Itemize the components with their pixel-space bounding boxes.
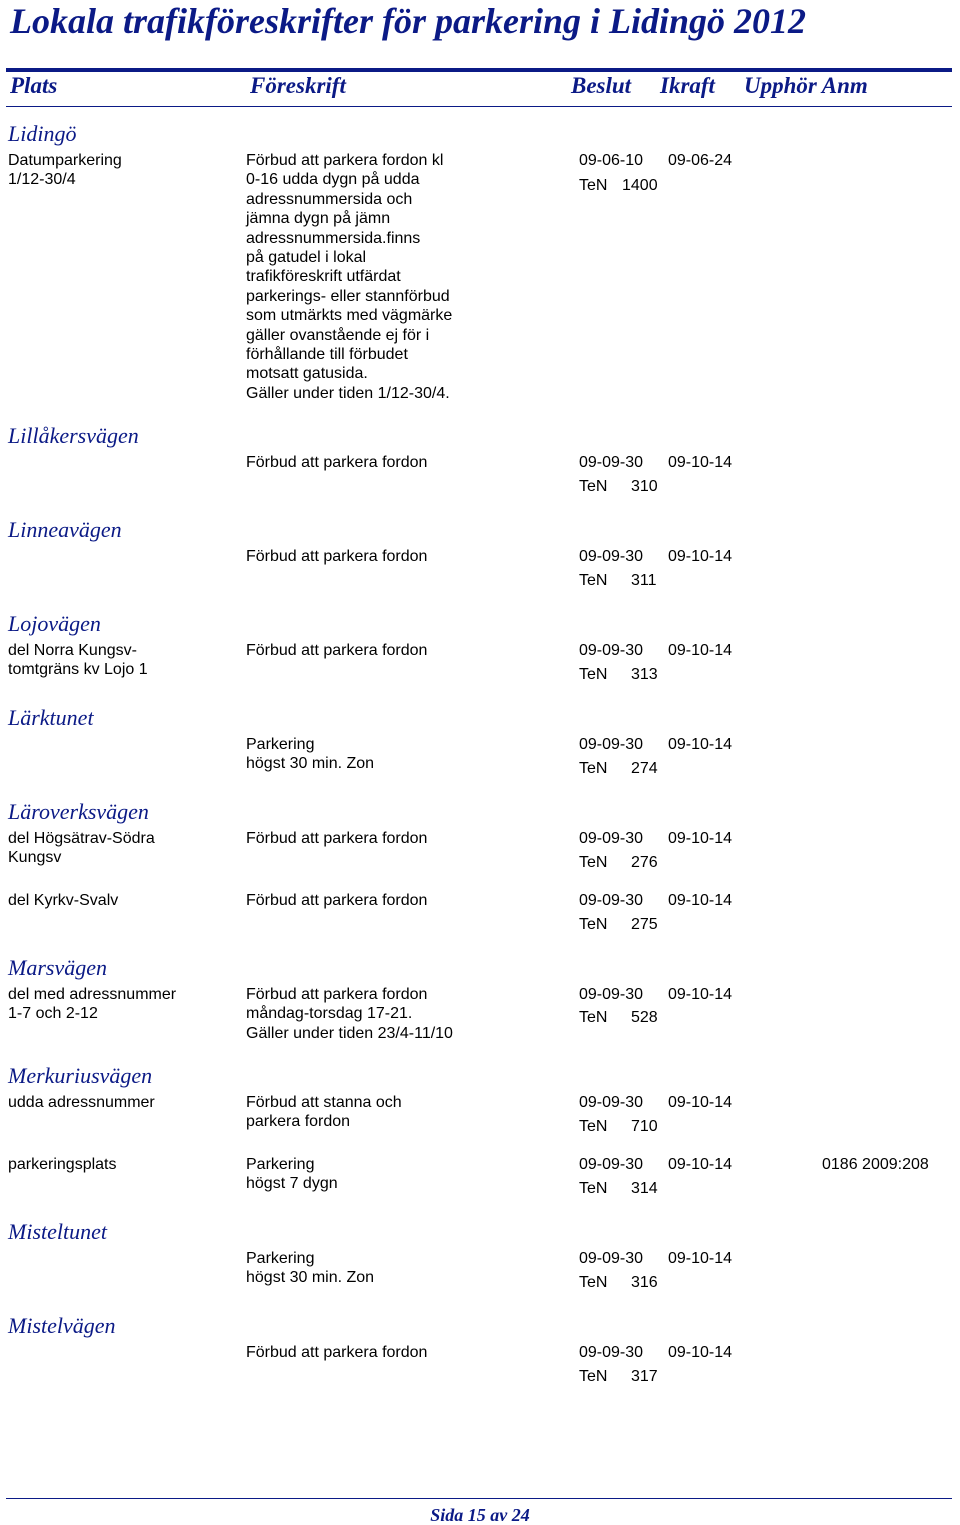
foreskrift-text: Förbud att parkera fordon (246, 1344, 428, 1361)
street-name: Lojovägen (8, 611, 101, 636)
street-name: Marsvägen (8, 955, 107, 980)
ten-label: TeN (579, 478, 608, 495)
ten-label: TeN (579, 1118, 608, 1135)
ten-label: TeN (579, 1368, 608, 1385)
anm-text: 0186 2009:208 (822, 1156, 929, 1173)
plats-text: del Kyrkv-Svalv (8, 892, 119, 909)
beslut-date: 09-09-30 (579, 548, 644, 565)
ten-number: 275 (631, 916, 658, 933)
column-header-ikraft: Ikraft (660, 73, 715, 98)
ten-label: TeN (579, 916, 608, 933)
header-bottom-rule (6, 106, 952, 107)
header-rule (6, 68, 952, 72)
ikraft-date: 09-10-14 (668, 1250, 733, 1267)
beslut-date: 09-06-10 (579, 152, 644, 169)
foreskrift-text: Parkering högst 7 dygn (246, 1156, 338, 1193)
foreskrift-text: Förbud att parkera fordon måndag-torsdag 17-21. Gäller under tiden 23/4-11/10 (246, 986, 453, 1042)
column-header-beslut: Beslut (571, 73, 632, 98)
ikraft-date: 09-10-14 (668, 986, 733, 1003)
column-header-upphor-anm: Upphör Anm (744, 73, 868, 98)
street-name: Mistelvägen (8, 1313, 116, 1338)
footer-rule (6, 1498, 952, 1499)
street-name: Misteltunet (8, 1219, 107, 1244)
plats-text: parkeringsplats (8, 1156, 117, 1173)
ten-label: TeN (579, 1180, 608, 1197)
street-name: Lidingö (8, 121, 77, 146)
street-name: Merkuriusvägen (8, 1063, 153, 1088)
foreskrift-text: Förbud att parkera fordon (246, 642, 428, 659)
street-name: Linneavägen (8, 517, 122, 542)
ten-label: TeN (579, 1009, 608, 1026)
beslut-date: 09-09-30 (579, 1094, 644, 1111)
foreskrift-text: Förbud att parkera fordon (246, 548, 428, 565)
beslut-date: 09-09-30 (579, 1156, 644, 1173)
page-footer: Sida 15 av 24 (430, 1505, 530, 1525)
ikraft-date: 09-10-14 (668, 892, 733, 909)
ikraft-date: 09-10-14 (668, 1094, 733, 1111)
beslut-date: 09-09-30 (579, 892, 644, 909)
plats-text: del med adressnummer 1-7 och 2-12 (8, 986, 177, 1023)
beslut-date: 09-09-30 (579, 642, 644, 659)
plats-text: del Norra Kungsv- tomtgräns kv Lojo 1 (8, 642, 148, 679)
ten-label: TeN (579, 854, 608, 871)
ikraft-date: 09-10-14 (668, 736, 733, 753)
foreskrift-text: Förbud att parkera fordon (246, 892, 428, 909)
ten-label: TeN (579, 1274, 608, 1291)
ikraft-date: 09-10-14 (668, 454, 733, 471)
foreskrift-text: Förbud att stanna och parkera fordon (246, 1094, 402, 1131)
column-header-foreskrift: Föreskrift (250, 73, 346, 98)
foreskrift-text: Förbud att parkera fordon (246, 454, 428, 471)
beslut-date: 09-09-30 (579, 736, 644, 753)
street-name: Läroverksvägen (8, 799, 149, 824)
ten-label: TeN (579, 760, 608, 777)
ikraft-date: 09-06-24 (668, 152, 733, 169)
ten-number: 313 (631, 666, 658, 683)
beslut-date: 09-09-30 (579, 1250, 644, 1267)
beslut-date: 09-09-30 (579, 454, 644, 471)
ten-number: 314 (631, 1180, 658, 1197)
foreskrift-text: Parkering högst 30 min. Zon (246, 736, 375, 773)
beslut-date: 09-09-30 (579, 830, 644, 847)
foreskrift-text: Förbud att parkera fordon kl 0-16 udda dygn på udda adressnummersida och jämna dygn på jämn adressnummersida.finns på gatudel i lokal trafikföreskrift utfärdat parkerings- eller stannförbud som utmärkts med vägmärke gäller ovanstående ej för i förhållande till förbudet motsatt gatusida. Gäller under tiden 1/12-30/4. (246, 152, 453, 402)
ten-label: TeN (579, 177, 608, 194)
ikraft-date: 09-10-14 (668, 548, 733, 565)
beslut-date: 09-09-30 (579, 1344, 644, 1361)
ikraft-date: 09-10-14 (668, 642, 733, 659)
foreskrift-text: Parkering högst 30 min. Zon (246, 1250, 375, 1287)
ten-number: 311 (631, 572, 657, 589)
ikraft-date: 09-10-14 (668, 1156, 733, 1173)
street-name: Lillåkersvägen (8, 423, 139, 448)
ten-number: 528 (631, 1009, 658, 1026)
ten-number: 1400 (622, 177, 658, 194)
ten-number: 710 (631, 1118, 658, 1135)
ikraft-date: 09-10-14 (668, 830, 733, 847)
plats-text: Datumparkering 1/12-30/4 (8, 152, 122, 189)
ten-label: TeN (579, 572, 608, 589)
ten-number: 310 (631, 478, 658, 495)
ten-number: 316 (631, 1274, 658, 1291)
ikraft-date: 09-10-14 (668, 1344, 733, 1361)
page-title: Lokala trafikföreskrifter för parkering i Lidingö 2012 (10, 1, 807, 41)
ten-number: 317 (631, 1368, 658, 1385)
column-header-plats: Plats (10, 73, 58, 98)
plats-text: del Högsätrav-Södra Kungsv (8, 830, 155, 867)
street-name: Lärktunet (8, 705, 94, 730)
plats-text: udda adressnummer (8, 1094, 155, 1111)
ten-number: 274 (631, 760, 658, 777)
beslut-date: 09-09-30 (579, 986, 644, 1003)
foreskrift-text: Förbud att parkera fordon (246, 830, 428, 847)
ten-number: 276 (631, 854, 658, 871)
ten-label: TeN (579, 666, 608, 683)
